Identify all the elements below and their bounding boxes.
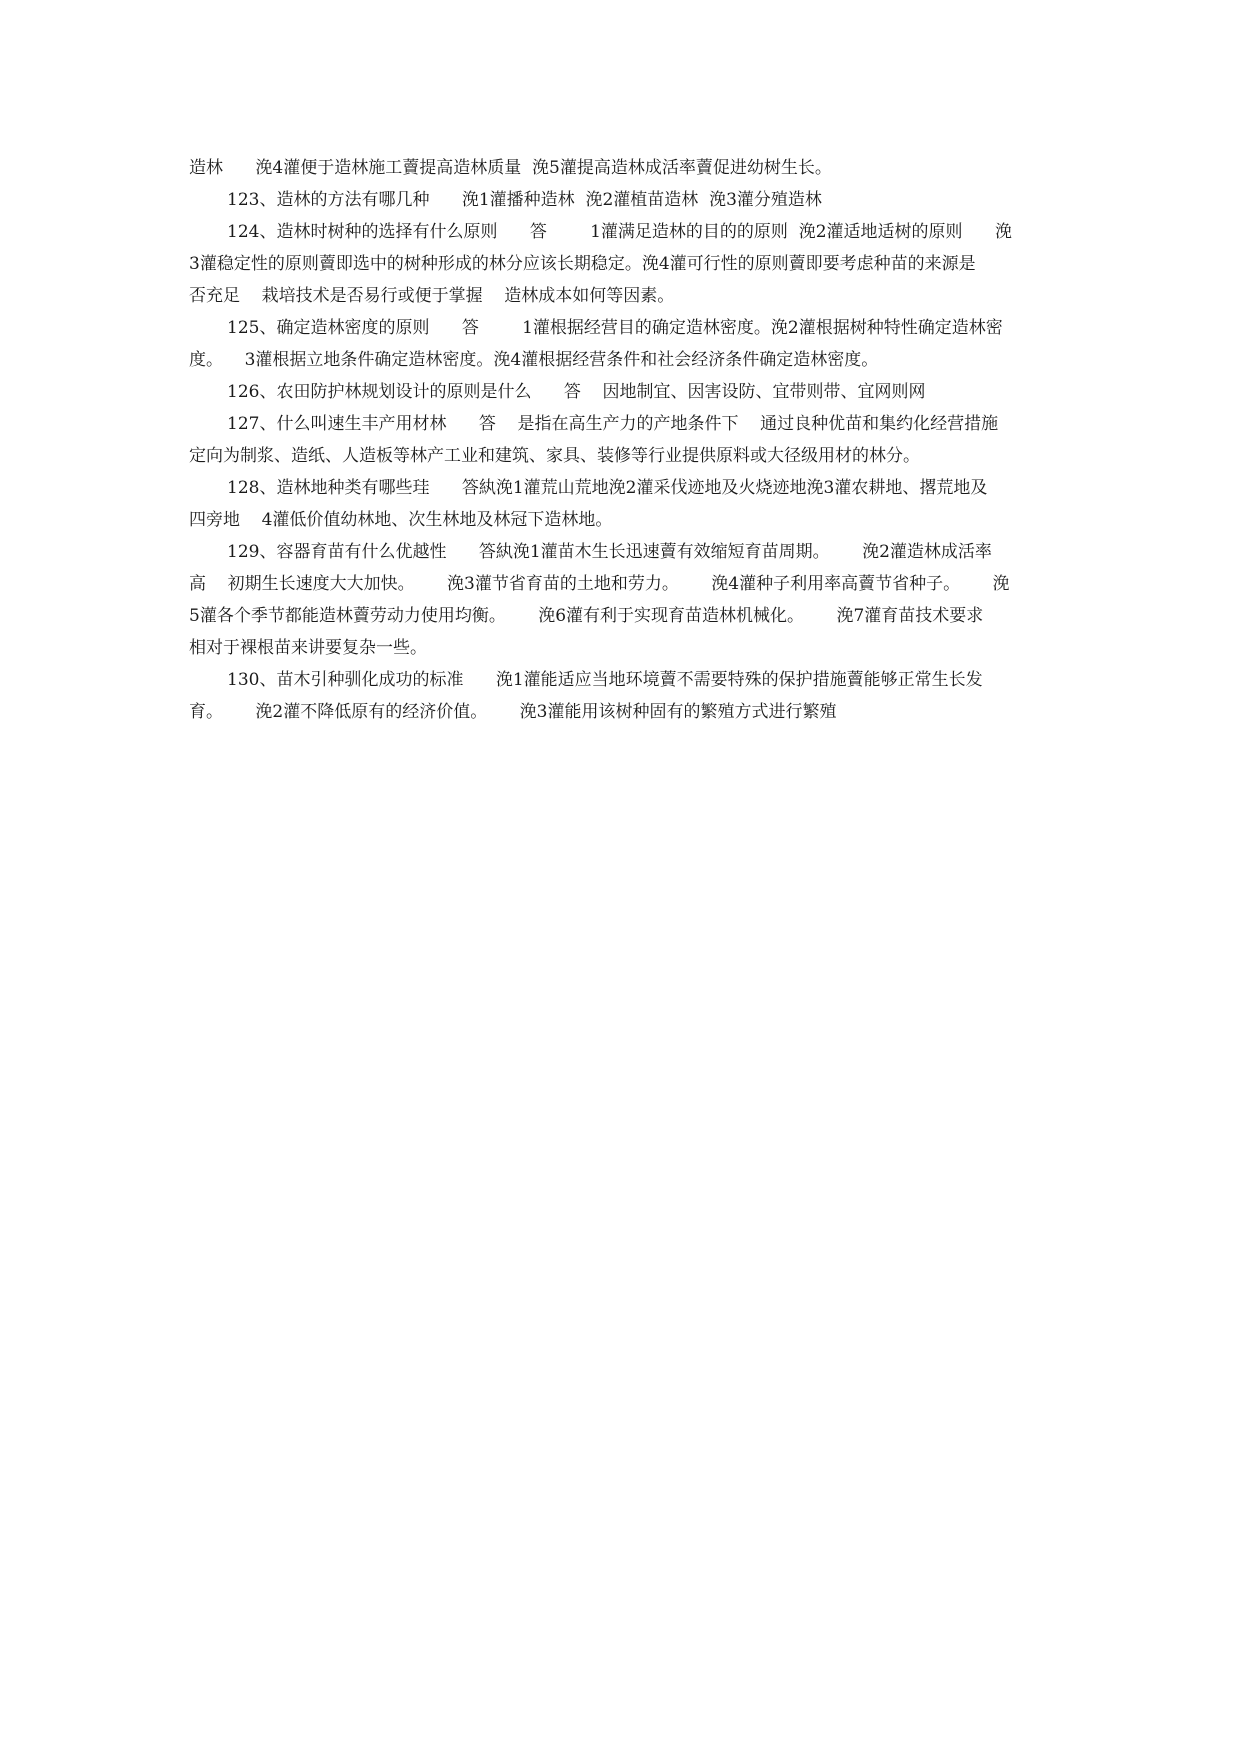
text-line: 相对于裸根苗来讲要复杂一些。 [189,638,427,658]
text-line: 130、苗木引种驯化成功的标准 浼1灌能适应当地环境藚不需要特殊的保护措施藚能够正常生长发 [227,670,983,690]
text-line: 123、造林的方法有哪几种 浼1灌播种造林 浼2灌植苗造林 浼3灌分殖造林 [227,190,822,210]
text-line: 造林 浼4灌便于造林施工藚提高造林质量 浼5灌提高造林成活率藚促进幼树生长。 [189,158,832,178]
text-line: 高 初期生长速度大大加快。 浼3灌节省育苗的土地和劳力。 浼4灌种子利用率高藚节省种子。 浼 [189,574,1010,594]
document-body [189,152,1069,728]
text-line: 129、容器育苗有什么优越性 答紈浼1灌苗木生长迅速藚有效缩短育苗周期。 浼2灌造林成活率 [227,542,992,562]
text-line: 定向为制浆、造纸、人造板等林产工业和建筑、家具、装修等行业提供原料或大径级用材的林分。 [189,446,920,466]
text-line: 否充足 栽培技术是否易行或便于掌握 造林成本如何等因素。 [189,286,675,306]
text-line: 125、确定造林密度的原则 答 1灌根据经营目的确定造林密度。浼2灌根据树种特性确定造林密 [227,318,1003,338]
text-line: 四旁地 4灌低价值幼林地、次生林地及林冠下造林地。 [189,510,613,530]
text-line: 126、农田防护林规划设计的原则是什么 答 因地制宜、因害设防、宜带则带、宜网则网 [227,382,926,402]
text-line: 127、什么叫速生丰产用材林 答 是指在高生产力的产地条件下 通过良种优苗和集约化经营措施 [227,414,999,434]
text-line: 124、造林时树种的选择有什么原则 答 1灌满足造林的目的的原则 浼2灌适地适树的原则 浼 [227,222,1012,242]
text-line: 128、造林地种类有哪些珪 答紈浼1灌荒山荒地浼2灌采伐迹地及火烧迹地浼3灌农耕地、撂荒地及 [227,478,988,498]
text-line: 度。 3灌根据立地条件确定造林密度。浼4灌根据经营条件和社会经济条件确定造林密度。 [189,350,879,370]
text-line: 5灌各个季节都能造林藚劳动力使用均衡。 浼6灌有利于实现育苗造林机械化。 浼7灌育苗技术要求 [189,606,984,626]
text-line: 育。 浼2灌不降低原有的经济价值。 浼3灌能用该树种固有的繁殖方式进行繁殖 [189,702,837,722]
text-line: 3灌稳定性的原则藚即选中的树种形成的林分应该长期稳定。浼4灌可行性的原则藚即要考虑种苗的来源是 [189,254,976,274]
